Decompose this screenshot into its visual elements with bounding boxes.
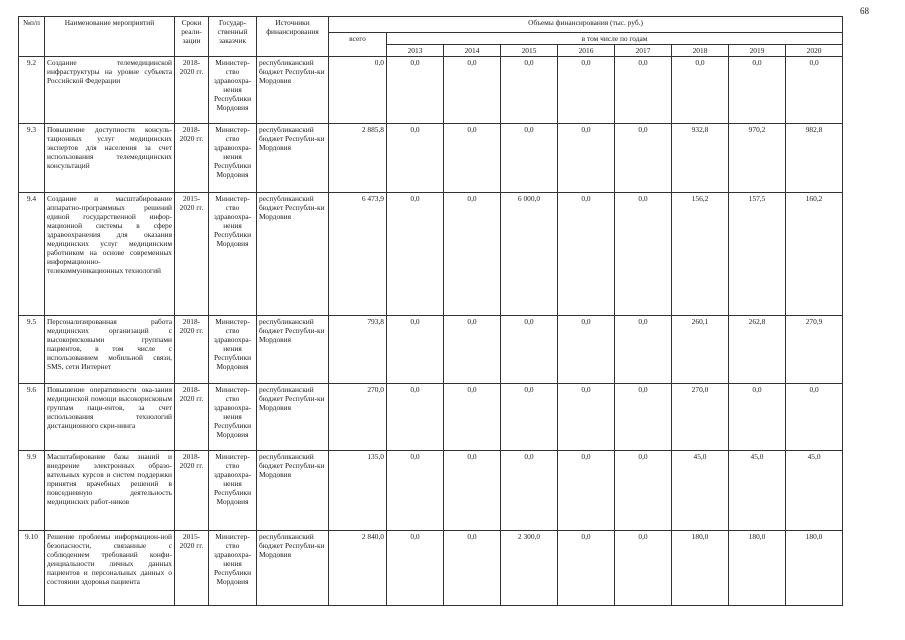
total-amount: 270,0 [329,384,387,451]
year-amount: 0,0 [387,451,444,531]
header-year: 2016 [558,45,615,57]
year-amount: 0,0 [558,124,615,193]
row-number: 9.2 [19,57,45,124]
row-number: 9.3 [19,124,45,193]
year-amount: 0,0 [444,193,501,316]
table-row [19,384,843,451]
year-amount: 0,0 [444,451,501,531]
measure-name: Масштабирование базы знаний и внедрение электронных образо-вательных курсов и систем поддержки принятия врачебных решений в повседневную деятельность медицинских работ-ников [45,451,175,531]
year-amount: 932,8 [672,124,729,193]
implementation-term: 2018-2020 гг. [175,384,209,451]
total-amount: 135,0 [329,451,387,531]
year-amount: 0,0 [786,384,843,451]
measure-name: Решение проблемы информацион-ной безопасности, связанные с соблюдением требований конфи-денциальности личных данных пациентов и персональных данных о состоянии здоровья пациента [45,531,175,606]
header-year: 2015 [501,45,558,57]
financing-source: республиканский бюджет Республи-ки Мордовия [257,531,329,606]
implementation-term: 2015-2020 гг. [175,531,209,606]
year-amount: 0,0 [729,57,786,124]
year-amount: 0,0 [387,531,444,606]
header-year: 2013 [387,45,444,57]
year-amount: 0,0 [615,531,672,606]
year-amount: 0,0 [501,124,558,193]
financing-table [18,16,843,606]
year-amount: 0,0 [615,57,672,124]
state-customer: Министер-ство здравоохра-нения Республики Мордовия [209,124,257,193]
year-amount: 0,0 [558,384,615,451]
row-number: 9.6 [19,384,45,451]
header-row-1 [19,17,843,33]
year-amount: 0,0 [615,384,672,451]
header-by-years: в том числе по годам [387,33,843,45]
implementation-term: 2015-2020 гг. [175,193,209,316]
year-amount: 45,0 [672,451,729,531]
year-amount: 0,0 [558,193,615,316]
financing-source: республиканский бюджет Республи-ки Мордовия [257,384,329,451]
measure-name: Персонализированная работа медицинских организаций с высокорисковыми группами пациентов, в том числе с использованием мобильной связи, SMS, сети Интернет [45,316,175,384]
year-amount: 156,2 [672,193,729,316]
year-amount: 0,0 [729,384,786,451]
table-row [19,57,843,124]
year-amount: 0,0 [387,57,444,124]
total-amount: 2 840,0 [329,531,387,606]
year-amount: 157,5 [729,193,786,316]
year-amount: 970,2 [729,124,786,193]
year-amount: 45,0 [786,451,843,531]
header-year: 2018 [672,45,729,57]
header-volume: Объемы финансирования (тыс. руб.) [329,17,843,33]
state-customer: Министер-ство здравоохра-нения Республики Мордовия [209,57,257,124]
financing-source: республиканский бюджет Республи-ки Мордовия [257,57,329,124]
year-amount: 0,0 [387,124,444,193]
table-row [19,451,843,531]
table-row [19,531,843,606]
financing-source: республиканский бюджет Республи-ки Мордовия [257,124,329,193]
year-amount: 0,0 [387,193,444,316]
year-amount: 2 300,0 [501,531,558,606]
year-amount: 0,0 [558,531,615,606]
row-number: 9.5 [19,316,45,384]
year-amount: 0,0 [501,384,558,451]
year-amount: 0,0 [615,124,672,193]
header-year: 2019 [729,45,786,57]
measure-name: Повышение оперативности ока-зания медицинской помощи высокорисковым группам паци-ентов, за счет использования технологий дистанционного скри-нинга [45,384,175,451]
financing-source: республиканский бюджет Республи-ки Мордовия [257,316,329,384]
state-customer: Министер-ство здравоохра-нения Республики Мордовия [209,451,257,531]
year-amount: 0,0 [558,57,615,124]
year-amount: 0,0 [558,451,615,531]
year-amount: 260,1 [672,316,729,384]
year-amount: 0,0 [558,316,615,384]
year-amount: 180,0 [729,531,786,606]
page-number: 68 [860,6,869,16]
financing-source: республиканский бюджет Республи-ки Мордовия [257,193,329,316]
row-number: 9.4 [19,193,45,316]
year-amount: 180,0 [786,531,843,606]
header-term: Сроки реали-зации [175,17,209,57]
year-amount: 0,0 [501,451,558,531]
header-year: 2020 [786,45,843,57]
total-amount: 793,8 [329,316,387,384]
implementation-term: 2018-2020 гг. [175,451,209,531]
measure-name: Повышение доступности консуль-тационных услуг медицинских экспертов для населения за счет использования телемедицинских консультаций [45,124,175,193]
year-amount: 0,0 [444,531,501,606]
year-amount: 0,0 [501,316,558,384]
year-amount: 0,0 [444,57,501,124]
year-amount: 0,0 [786,57,843,124]
state-customer: Министер-ство здравоохра-нения Республики Мордовия [209,531,257,606]
state-customer: Министер-ство здравоохра-нения Республики Мордовия [209,193,257,316]
header-year: 2014 [444,45,501,57]
year-amount: 0,0 [387,316,444,384]
header-source: Источники финансирования [257,17,329,57]
total-amount: 0,0 [329,57,387,124]
implementation-term: 2018-2020 гг. [175,57,209,124]
year-amount: 180,0 [672,531,729,606]
row-number: 9.10 [19,531,45,606]
measure-name: Создание и масштабирование аппаратно-программных решений единой государственной инфор-мационной системы в сфере здравоохранения для оказания медицинских услуг медицинским работником на основе современных информационно-телекоммуникационных технологий [45,193,175,316]
header-year: 2017 [615,45,672,57]
header-num: №п/п [19,17,45,57]
year-amount: 0,0 [501,57,558,124]
year-amount: 262,8 [729,316,786,384]
table-row [19,124,843,193]
year-amount: 0,0 [615,451,672,531]
year-amount: 6 000,0 [501,193,558,316]
year-amount: 0,0 [615,193,672,316]
year-amount: 270,0 [672,384,729,451]
year-amount: 160,2 [786,193,843,316]
total-amount: 2 885,8 [329,124,387,193]
year-amount: 270,9 [786,316,843,384]
total-amount: 6 473,9 [329,193,387,316]
header-total: всего [329,33,387,57]
state-customer: Министер-ство здравоохра-нения Республики Мордовия [209,316,257,384]
year-amount: 0,0 [444,124,501,193]
state-customer: Министер-ство здравоохра-нения Республики Мордовия [209,384,257,451]
year-amount: 0,0 [444,384,501,451]
implementation-term: 2018-2020 гг. [175,124,209,193]
implementation-term: 2018-2020 гг. [175,316,209,384]
table-row [19,193,843,316]
financing-source: республиканский бюджет Республи-ки Мордовия [257,451,329,531]
year-amount: 0,0 [615,316,672,384]
year-amount: 45,0 [729,451,786,531]
row-number: 9.9 [19,451,45,531]
year-amount: 0,0 [444,316,501,384]
header-name: Наименование мероприятий [45,17,175,57]
measure-name: Создание телемедицинской инфраструктуры на уровне субъекта Российской Федерации [45,57,175,124]
table-row [19,316,843,384]
year-amount: 982,8 [786,124,843,193]
year-amount: 0,0 [672,57,729,124]
header-customer: Государ-ственный заказчик [209,17,257,57]
year-amount: 0,0 [387,384,444,451]
